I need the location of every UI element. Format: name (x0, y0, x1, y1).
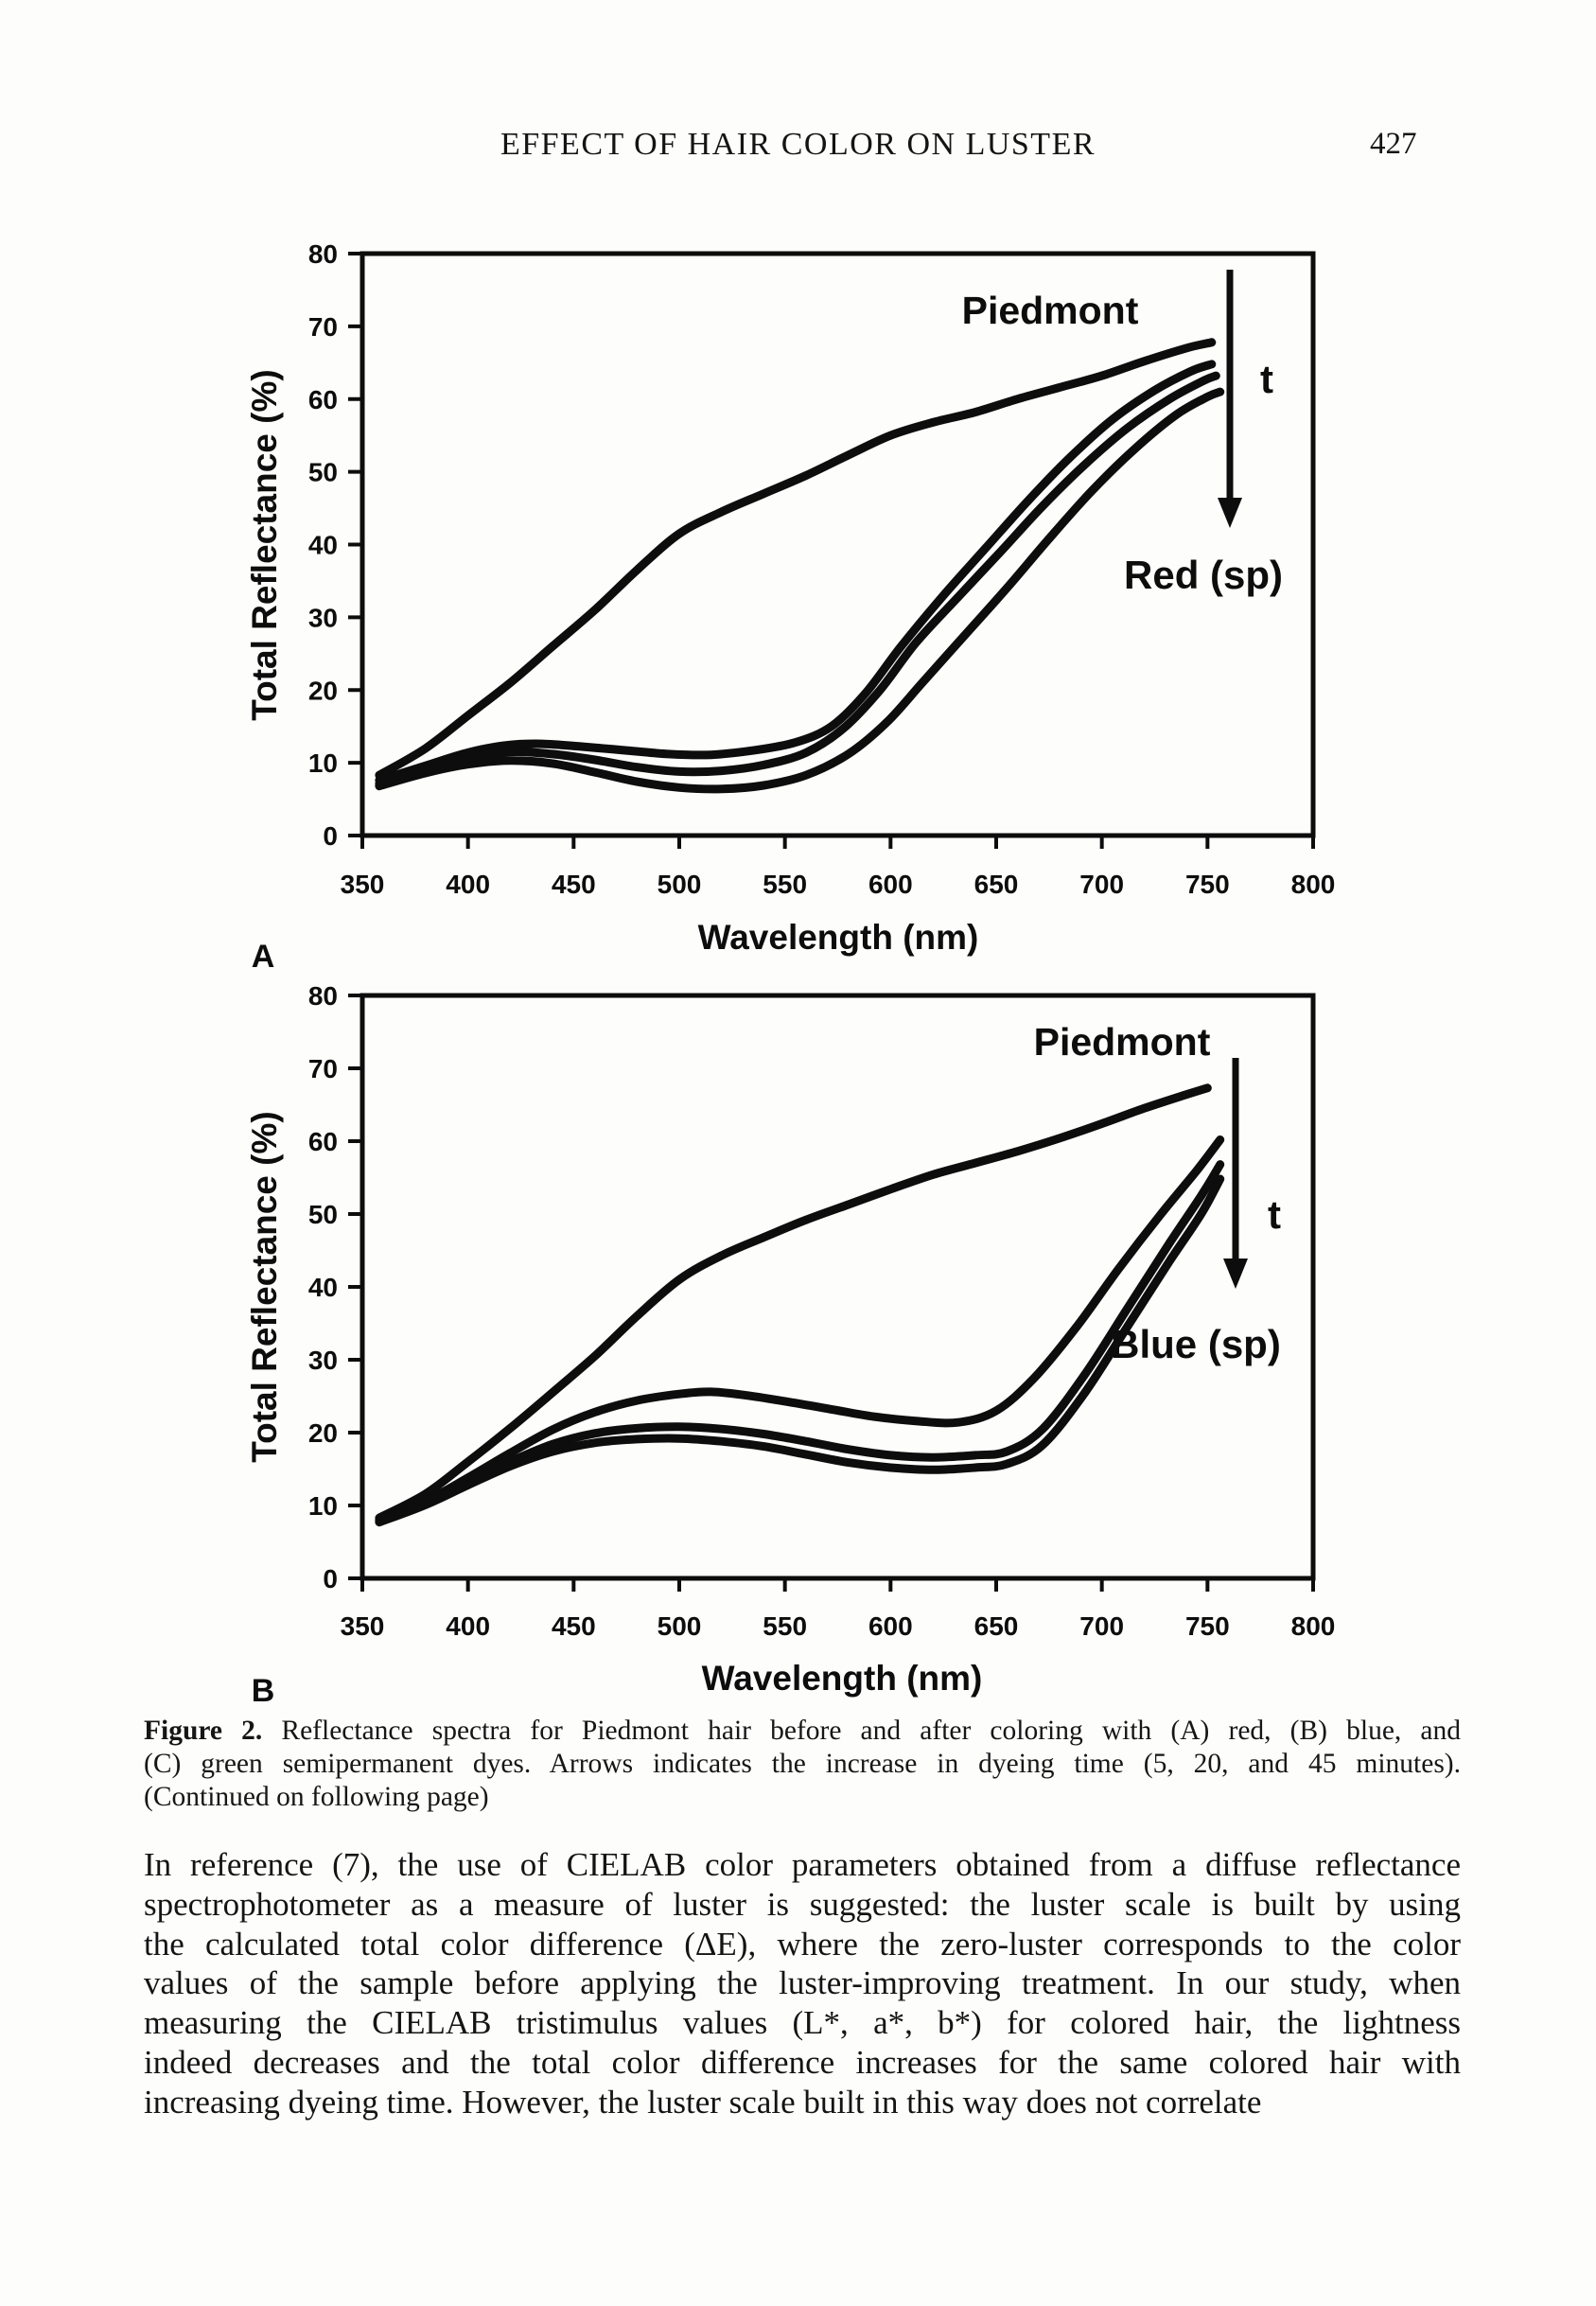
y-axis-title: Total Reflectance (%) (245, 1111, 284, 1463)
chart-panel-A (245, 239, 1335, 975)
x-tick-label: 700 (1079, 870, 1125, 899)
body-line: In reference (7), the use of CIELAB color parameters obtained from a diffuse reflectance (144, 1846, 1461, 1883)
body-line: spectrophotometer as a measure of luster is suggested: the luster scale is built by using (144, 1885, 1461, 1923)
panel-label-B: B (251, 1673, 275, 1709)
x-tick-label: 450 (551, 870, 596, 899)
x-tick-label: 800 (1290, 870, 1336, 899)
body-line: increasing dyeing time. However, the luster scale built in this way does not correlate (144, 2083, 1262, 2121)
x-tick-label: 750 (1184, 870, 1230, 899)
y-tick-label: 30 (307, 1346, 338, 1375)
y-tick-label: 40 (307, 1273, 338, 1302)
body-line: indeed decreases and the total color difference increases for the same colored hair with (144, 2043, 1461, 2081)
y-tick-label: 10 (307, 1491, 338, 1521)
y-tick-label: 60 (307, 1127, 338, 1156)
y-tick-label: 60 (307, 384, 338, 414)
y-tick-label: 40 (307, 530, 338, 560)
caption-line: (C) green semipermanent dyes. Arrows indicates the increase in dyeing time (5, 20, and 45 minutes). (144, 1749, 1461, 1779)
y-tick-label: 70 (307, 311, 338, 342)
panel-label-A: A (251, 939, 275, 975)
body-line: values of the sample before applying the luster-improving treatment. In our study, when (144, 1964, 1461, 2002)
page-title: EFFECT OF HAIR COLOR ON LUSTER (500, 127, 1096, 162)
x-tick-label: 700 (1079, 1611, 1125, 1641)
caption-figure-label: Figure 2. (144, 1716, 263, 1746)
page-number: 427 (1370, 127, 1417, 161)
y-tick-label: 0 (323, 1564, 338, 1593)
x-tick-label: 450 (551, 1611, 596, 1641)
x-tick-label: 500 (657, 870, 702, 899)
y-tick-label: 80 (307, 239, 338, 269)
x-tick-label: 600 (868, 870, 913, 899)
x-tick-label: 400 (446, 1611, 491, 1641)
x-tick-label: 500 (657, 1611, 702, 1641)
y-tick-label: 20 (307, 676, 338, 706)
y-tick-label: 20 (307, 1418, 338, 1448)
x-tick-label: 550 (763, 1611, 808, 1641)
x-tick-label: 350 (340, 1611, 385, 1641)
y-tick-label: 50 (307, 457, 338, 487)
series-blue-sp-45-min (379, 1179, 1220, 1523)
chart-panel-B (245, 981, 1335, 1709)
y-tick-label: 80 (307, 981, 338, 1011)
time-arrow-label: t (1260, 357, 1273, 401)
y-tick-label: 10 (307, 748, 338, 779)
figure-caption (144, 1715, 1461, 1814)
body-line: the calculated total color difference (ΔE), where the zero-luster corresponds to the color (144, 1925, 1461, 1963)
time-arrow-head-icon (1218, 498, 1242, 528)
x-tick-label: 650 (973, 870, 1019, 899)
x-tick-label: 650 (973, 1611, 1019, 1641)
caption-line (144, 1715, 1461, 1748)
x-axis-title: Wavelength (nm) (697, 918, 979, 957)
y-tick-label: 0 (323, 821, 338, 851)
x-tick-label: 600 (868, 1611, 913, 1641)
y-axis-title: Total Reflectance (%) (245, 369, 284, 721)
dye-label: Red (sp) (1124, 553, 1283, 597)
x-tick-label: 750 (1184, 1611, 1230, 1641)
time-arrow-label: t (1268, 1192, 1281, 1237)
caption-line: (Continued on following page) (144, 1782, 489, 1812)
time-arrow-head-icon (1223, 1259, 1248, 1289)
x-tick-label: 800 (1290, 1611, 1336, 1641)
y-tick-label: 30 (307, 603, 338, 633)
series-piedmont-untreated (379, 343, 1212, 775)
series-red-sp-5-min (379, 364, 1212, 781)
body-paragraph (144, 1845, 1461, 2122)
piedmont-label: Piedmont (961, 289, 1139, 332)
x-tick-label: 550 (763, 870, 808, 899)
x-tick-label: 400 (446, 870, 491, 899)
y-tick-label: 50 (307, 1200, 338, 1229)
x-tick-label: 350 (340, 870, 385, 899)
dye-label: Blue (sp) (1111, 1322, 1281, 1366)
piedmont-label: Piedmont (1033, 1020, 1211, 1064)
plot-border (362, 995, 1313, 1578)
body-line: measuring the CIELAB tristimulus values (L*, a*, b*) for colored hair, the lightness (144, 2004, 1461, 2042)
y-tick-label: 70 (307, 1054, 338, 1083)
x-axis-title: Wavelength (nm) (701, 1659, 983, 1698)
caption-line-1-text: Reflectance spectra for Piedmont hair before and after coloring with (A) red, (B) blue, and (281, 1716, 1462, 1746)
